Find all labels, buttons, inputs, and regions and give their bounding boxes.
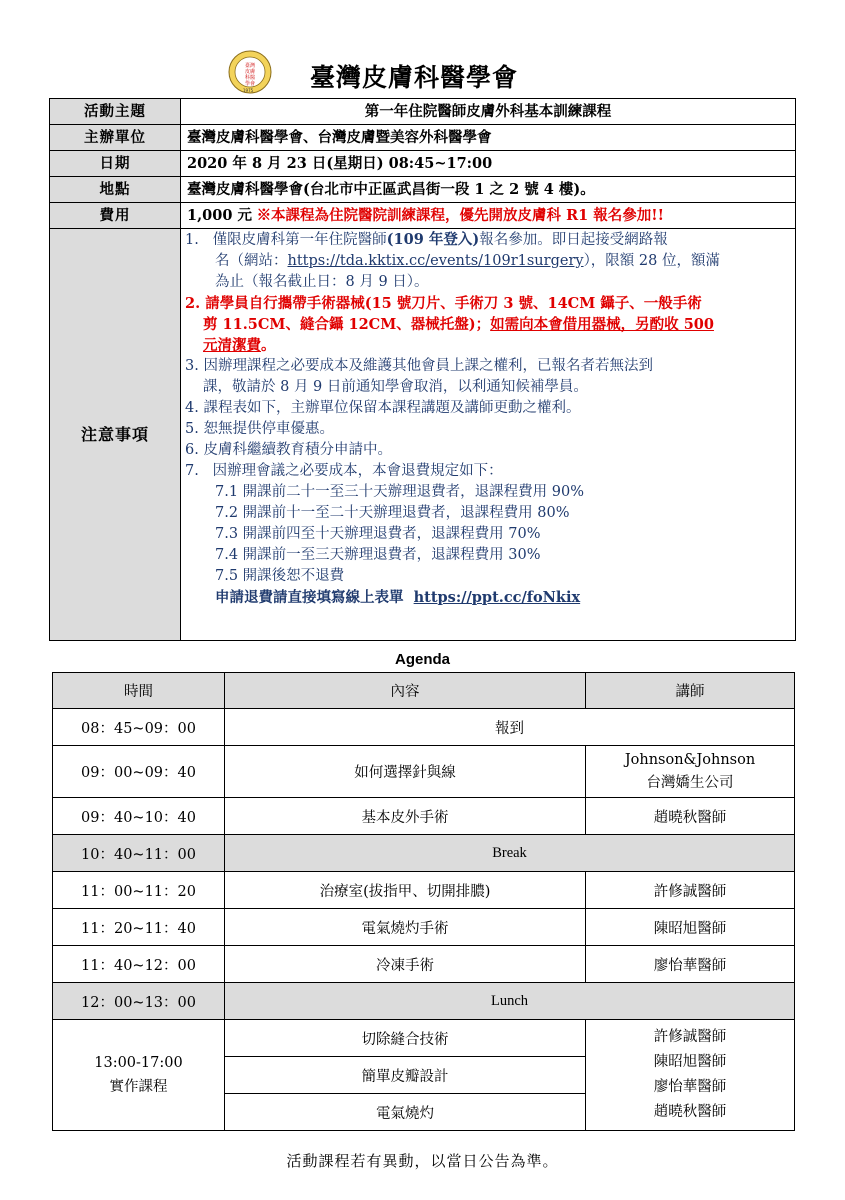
agenda-row: 11：00~11：20 治療室(拔指甲、切開排膿) 許修誠醫師 — [53, 872, 795, 909]
agenda-row-break: 10：40~11：00 Break — [53, 835, 795, 872]
notes-cell — [181, 229, 796, 641]
agenda-row: 11：40~12：00 冷凍手術 廖怡華醫師 — [53, 946, 795, 983]
refund-rule-3: 7.3 開課前四至十天辦理退費者，退課程費用 70% — [215, 526, 541, 542]
topic-value: 第一年住院醫師皮膚外科基本訓練課程 — [181, 99, 796, 125]
note-7: 7. 因辦理會議之必要成本，本會退費規定如下： — [185, 463, 503, 479]
venue-value: 臺灣皮膚科醫學會(台北市中正區武昌街一段 1 之 2 號 4 樓)。 — [181, 177, 796, 203]
agenda-header-speaker: 講師 — [586, 673, 795, 709]
logo-line-1: 臺灣 — [245, 63, 256, 69]
association-logo — [228, 50, 272, 94]
logo-year: 1975 — [243, 88, 254, 93]
date-value: 2020 年 8 月 23 日(星期日) 08:45~17:00 — [181, 151, 796, 177]
refund-rule-1: 7.1 開課前二十一至三十天辦理退費者，退課程費用 90% — [215, 484, 585, 500]
organizer-label: 主辦單位 — [50, 125, 181, 151]
logo-line-3: 科醫 — [245, 75, 256, 81]
refund-form: 申請退費請直接填寫線上表單 https://ppt.cc/foNkix — [215, 589, 581, 606]
agenda-row-practical — [53, 1020, 795, 1057]
agenda-row: 11：20~11：40 電氣燒灼手術 陳昭旭醫師 — [53, 909, 795, 946]
note-4: 4. 課程表如下，主辦單位保留本課程講題及講師更動之權利。 — [185, 400, 581, 416]
venue-label: 地點 — [50, 177, 181, 203]
topic-label: 活動主題 — [50, 99, 181, 125]
date-label: 日期 — [50, 151, 181, 177]
practical-item: 切除縫合技術 — [225, 1020, 586, 1057]
refund-rule-4: 7.4 開課前一至三天辦理退費者，退課程費用 30% — [215, 547, 541, 563]
logo-line-2: 皮膚 — [245, 69, 256, 75]
agenda-header-content: 內容 — [225, 673, 586, 709]
note-2: 2. 請學員自行攜帶手術器械(15 號刀片、手術刀 3 號、14CM 鑷子、一般手術 剪 11.5CM、縫合鑷 12CM、器械托盤)；如需向本會借用器械，另酌收 500 元清潔費。 — [185, 295, 714, 354]
info-table — [49, 98, 796, 641]
fee-cell — [181, 203, 796, 229]
logo-line-4: 學會 — [245, 81, 256, 87]
note-6: 6. 皮膚科繼續教育積分申請中。 — [185, 442, 392, 458]
practical-item: 簡單皮瓣設計 — [225, 1057, 586, 1094]
agenda-header-time: 時間 — [53, 673, 225, 709]
organizer-value: 臺灣皮膚科醫學會、台灣皮膚暨美容外科醫學會 — [181, 125, 796, 151]
registration-link[interactable]: https://tda.kktix.cc/events/109r1surgery — [287, 253, 584, 269]
refund-form-link[interactable]: https://ppt.cc/foNkix — [413, 589, 581, 606]
fee-note: ※本課程為住院醫院訓練課程，優先開放皮膚科 R1 報名參加!! — [256, 206, 665, 224]
refund-rule-5: 7.5 開課後恕不退費 — [215, 568, 345, 584]
agenda-row-lunch: 12：00~13：00 Lunch — [53, 983, 795, 1020]
agenda-title: Agenda — [394, 651, 450, 668]
agenda-row: 08：45~09：00 報到 — [53, 709, 795, 746]
practical-speakers: 許修誠醫師 陳昭旭醫師 廖怡華醫師 趙曉秋醫師 — [586, 1020, 795, 1131]
agenda-row: 09：40~10：40 基本皮外手術 趙曉秋醫師 — [53, 798, 795, 835]
note-3: 3. 因辦理課程之必要成本及維護其他會員上課之權利，已報名者若無法到 課，敬請於 8 月 9 日前通知學會取消，以利通知候補學員。 — [185, 358, 653, 395]
org-title: 臺灣皮膚科醫學會 — [310, 63, 519, 92]
refund-rule-2: 7.2 開課前十一至二十天辦理退費者，退課程費用 80% — [215, 505, 570, 521]
practical-time-cell: 13:00-17:00 實作課程 — [53, 1020, 225, 1131]
fee-label: 費用 — [50, 203, 181, 229]
note-5: 5. 恕無提供停車優惠。 — [185, 421, 334, 437]
note-1: 1. 僅限皮膚科第一年住院醫師(109 年登入)報名參加。即日起接受網路報 名（網站：https://tda.kktix.cc/events/109r1surgery），限額 28 位，額滿 為止（報名截止日：8 月 9 日）。 — [185, 231, 720, 290]
practical-item: 電氣燒灼 — [225, 1094, 586, 1131]
agenda-table — [52, 672, 795, 1131]
footer-note: 活動課程若有異動，以當日公告為準。 — [286, 1152, 559, 1170]
agenda-row: 09：00~09：40 如何選擇針與線 Johnson&Johnson 台灣嬌生公司 — [53, 746, 795, 798]
fee-value: 1,000 元 — [187, 206, 252, 224]
notes-label: 注意事項 — [50, 229, 181, 641]
